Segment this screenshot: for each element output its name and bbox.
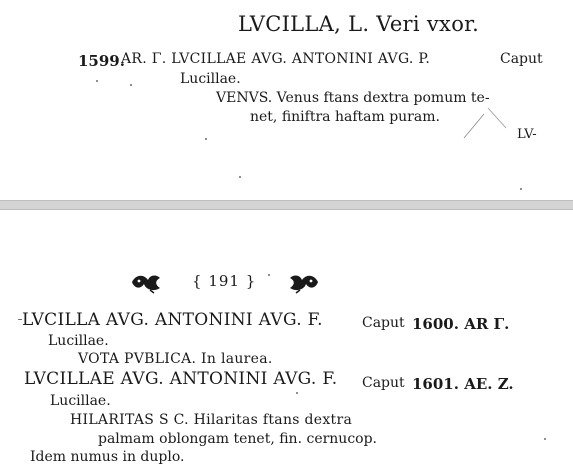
- entry-1601-reverse-cont: palmam oblongam tenet, fin. cernucop.: [98, 431, 378, 447]
- entry-1600-reverse: VOTA PVBLICA. In laurea.: [78, 351, 273, 367]
- print-speck: [18, 319, 22, 320]
- catchword: LV-: [517, 127, 537, 142]
- top-page: [0, 0, 573, 200]
- print-speck: [96, 80, 98, 82]
- entry-1601-legend: LVCILLAE AVG. ANTONINI AVG. F.: [24, 369, 338, 389]
- entry-1599-legend: AR. Γ. LVCILLAE AVG. ANTONINI AVG. P.: [121, 51, 431, 67]
- entry-number-1601: 1601. AE. Z.: [412, 375, 514, 393]
- print-speck: [130, 84, 132, 86]
- page-number-value: 191: [208, 272, 240, 290]
- section-heading: LVCILLA, L. Veri vxor.: [238, 12, 480, 36]
- partial-line: Idem numus in duplo.: [30, 449, 185, 465]
- entry-1600-caput: Caput: [362, 315, 405, 331]
- print-speck: [520, 188, 522, 190]
- print-speck: [205, 138, 207, 140]
- print-speck: [268, 274, 270, 276]
- entry-1599-caput: Caput: [500, 51, 543, 67]
- print-speck: [296, 392, 298, 394]
- entry-1601-reverse: HILARITAS S C. Hilaritas ftans dextra: [70, 412, 353, 428]
- entry-number-1599: 1599.: [78, 52, 125, 70]
- right-ornament-icon: [286, 272, 320, 294]
- print-speck: [239, 176, 241, 178]
- page-number: [192, 272, 256, 290]
- running-head: [130, 268, 330, 296]
- page-divider: [0, 200, 573, 210]
- entry-1599-reverse: VENVS. Venus ftans dextra pomum te-: [216, 90, 490, 106]
- entry-number-1600: 1600. AR Γ.: [412, 315, 510, 333]
- entry-1601-caput: Caput: [362, 375, 405, 391]
- entry-1600-legend-initial: [22, 310, 323, 330]
- entry-1600-caption: Lucillae.: [48, 333, 109, 349]
- entry-1601-legend-initial: [24, 369, 337, 389]
- page-number-left-brace: {: [192, 272, 203, 290]
- page-number-right-brace: }: [245, 272, 257, 290]
- entry-1601-caption: Lucillae.: [50, 393, 111, 409]
- left-ornament-icon: [130, 272, 164, 294]
- entry-1599-reverse-cont: net, finiftra haftam puram.: [250, 109, 440, 125]
- entry-1600-legend: LVCILLA AVG. ANTONINI AVG. F.: [22, 310, 323, 330]
- entry-1599-caption: Lucillae.: [180, 71, 241, 87]
- print-speck: [544, 438, 546, 440]
- page-scratch: [462, 100, 508, 140]
